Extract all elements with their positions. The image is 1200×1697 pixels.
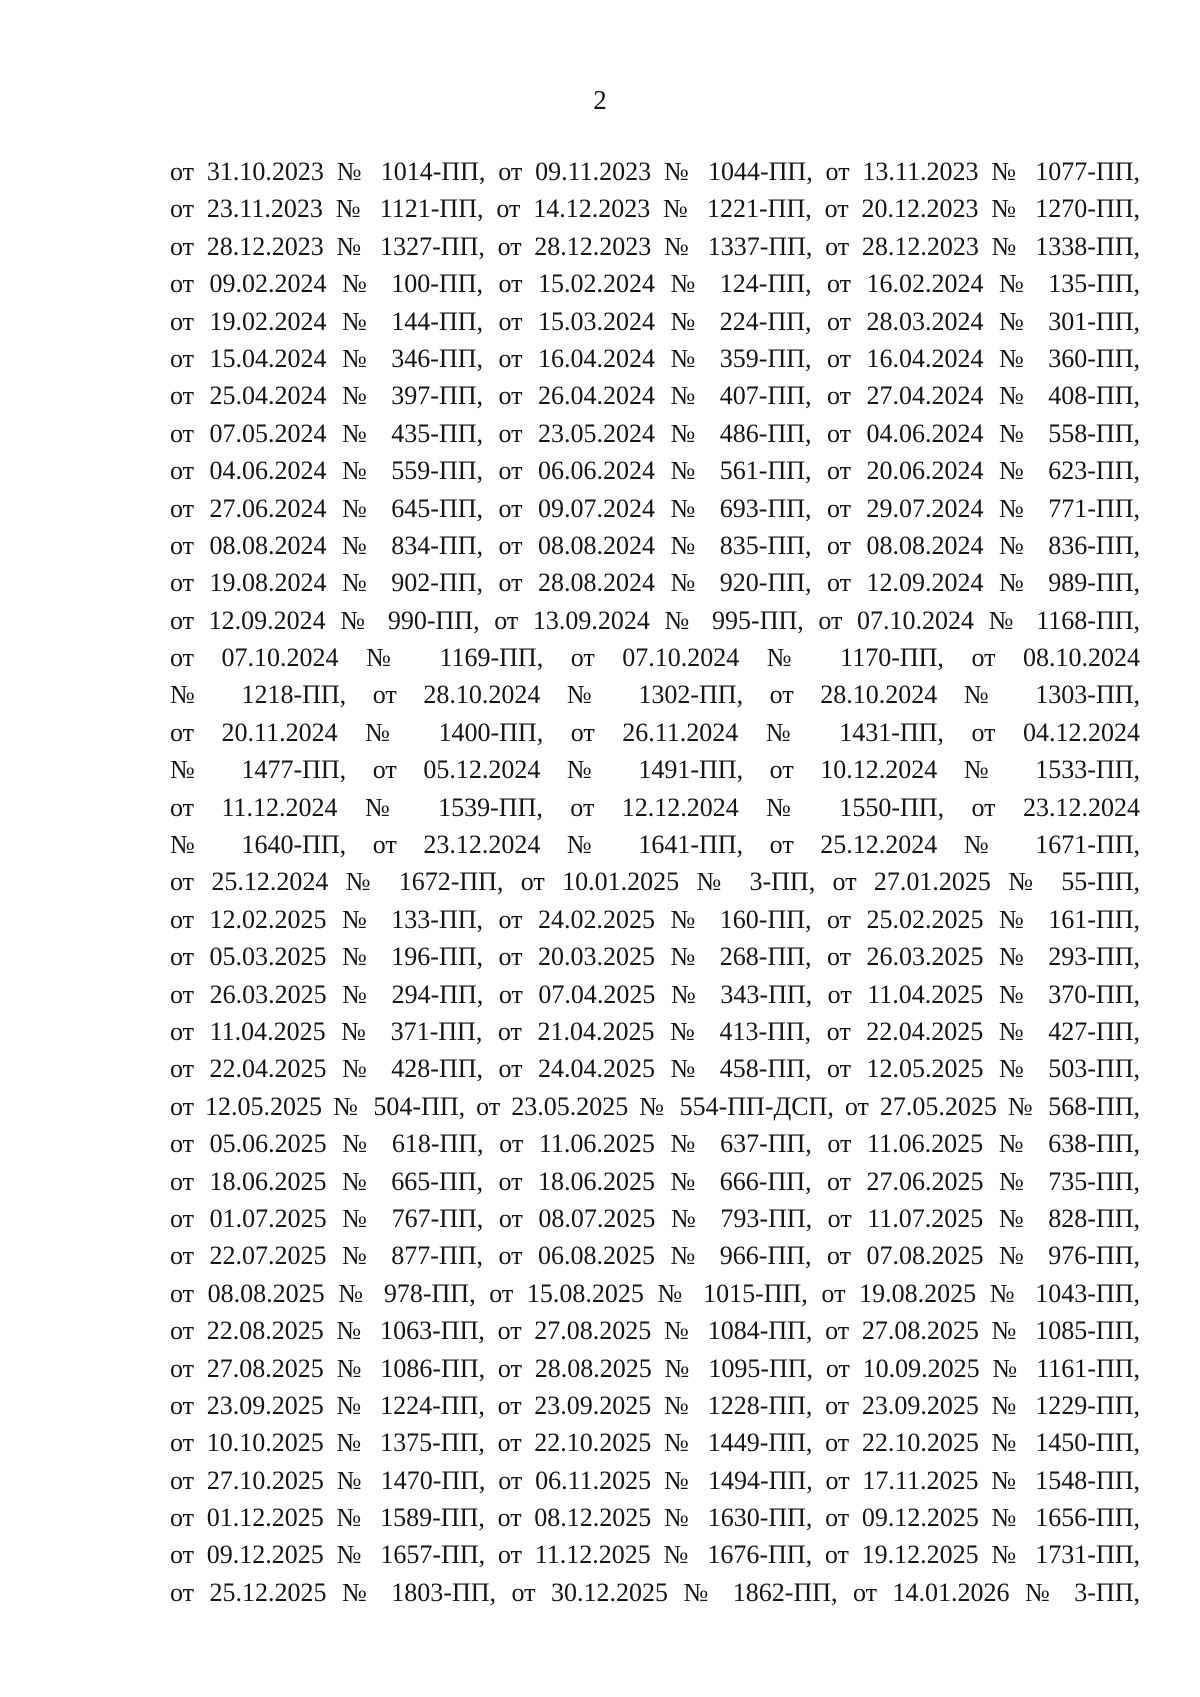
text-line: от 12.09.2024 № 990-ПП, от 13.09.2024 № 995-ПП, от 07.10.2024 № 1168-ПП, <box>170 605 1140 635</box>
text-line: от 20.11.2024 № 1400-ПП, от 26.11.2024 № 1431-ПП, от 04.12.2024 <box>170 717 1140 747</box>
text-line: от 27.08.2025 № 1086-ПП, от 28.08.2025 № 1095-ПП, от 10.09.2025 № 1161-ПП, <box>170 1353 1140 1383</box>
text-line: от 07.10.2024 № 1169-ПП, от 07.10.2024 № 1170-ПП, от 08.10.2024 <box>170 643 1140 673</box>
text-line: от 25.12.2025 № 1803-ПП, от 30.12.2025 № 1862-ПП, от 14.01.2026 № 3-ПП, <box>170 1577 1140 1607</box>
text-line: от 19.02.2024 № 144-ПП, от 15.03.2024 № 224-ПП, от 28.03.2024 № 301-ПП, <box>170 306 1140 336</box>
text-line: от 23.11.2023 № 1121-ПП, от 14.12.2023 № 1221-ПП, от 20.12.2023 № 1270-ПП, <box>170 194 1140 224</box>
text-line: от 01.07.2025 № 767-ПП, от 08.07.2025 № 793-ПП, от 11.07.2025 № 828-ПП, <box>170 1203 1140 1233</box>
text-line: от 12.05.2025 № 504-ПП, от 23.05.2025 № 554-ПП-ДСП, от 27.05.2025 № 568-ПП, <box>170 1091 1140 1121</box>
text-line: от 25.04.2024 № 397-ПП, от 26.04.2024 № 407-ПП, от 27.04.2024 № 408-ПП, <box>170 381 1140 411</box>
text-line: № 1640-ПП, от 23.12.2024 № 1641-ПП, от 25.12.2024 № 1671-ПП, <box>170 830 1140 860</box>
text-line: от 09.02.2024 № 100-ПП, от 15.02.2024 № 124-ПП, от 16.02.2024 № 135-ПП, <box>170 269 1140 299</box>
text-line: от 23.09.2025 № 1224-ПП, от 23.09.2025 № 1228-ПП, от 23.09.2025 № 1229-ПП, <box>170 1390 1140 1420</box>
text-line: от 19.08.2024 № 902-ПП, от 28.08.2024 № 920-ПП, от 12.09.2024 № 989-ПП, <box>170 568 1140 598</box>
text-line: от 10.10.2025 № 1375-ПП, от 22.10.2025 № 1449-ПП, от 22.10.2025 № 1450-ПП, <box>170 1428 1140 1458</box>
text-line: от 27.06.2024 № 645-ПП, от 09.07.2024 № 693-ПП, от 29.07.2024 № 771-ПП, <box>170 493 1140 523</box>
text-line: от 27.10.2025 № 1470-ПП, от 06.11.2025 № 1494-ПП, от 17.11.2025 № 1548-ПП, <box>170 1465 1140 1495</box>
text-line: от 11.12.2024 № 1539-ПП, от 12.12.2024 № 1550-ПП, от 23.12.2024 <box>170 792 1140 822</box>
text-line: от 26.03.2025 № 294-ПП, от 07.04.2025 № 343-ПП, от 11.04.2025 № 370-ПП, <box>170 979 1140 1009</box>
text-line: от 11.04.2025 № 371-ПП, от 21.04.2025 № 413-ПП, от 22.04.2025 № 427-ПП, <box>170 1016 1140 1046</box>
text-line: от 08.08.2025 № 978-ПП, от 15.08.2025 № 1015-ПП, от 19.08.2025 № 1043-ПП, <box>170 1278 1140 1308</box>
text-line: от 22.08.2025 № 1063-ПП, от 27.08.2025 № 1084-ПП, от 27.08.2025 № 1085-ПП, <box>170 1316 1140 1346</box>
text-line: № 1477-ПП, от 05.12.2024 № 1491-ПП, от 10.12.2024 № 1533-ПП, <box>170 755 1140 785</box>
text-line: от 22.04.2025 № 428-ПП, от 24.04.2025 № 458-ПП, от 12.05.2025 № 503-ПП, <box>170 1054 1140 1084</box>
text-line: от 08.08.2024 № 834-ПП, от 08.08.2024 № 835-ПП, от 08.08.2024 № 836-ПП, <box>170 530 1140 560</box>
text-line: от 05.03.2025 № 196-ПП, от 20.03.2025 № 268-ПП, от 26.03.2025 № 293-ПП, <box>170 942 1140 972</box>
text-line: от 31.10.2023 № 1014-ПП, от 09.11.2023 № 1044-ПП, от 13.11.2023 № 1077-ПП, <box>170 157 1140 186</box>
text-line: от 18.06.2025 № 665-ПП, от 18.06.2025 № 666-ПП, от 27.06.2025 № 735-ПП, <box>170 1166 1140 1196</box>
text-line: от 22.07.2025 № 877-ПП, от 06.08.2025 № 966-ПП, от 07.08.2025 № 976-ПП, <box>170 1241 1140 1271</box>
text-line: от 07.05.2024 № 435-ПП, от 23.05.2024 № 486-ПП, от 04.06.2024 № 558-ПП, <box>170 418 1140 448</box>
body-text <box>170 153 1140 1611</box>
page-number: 2 <box>593 85 607 115</box>
text-line: от 15.04.2024 № 346-ПП, от 16.04.2024 № 359-ПП, от 16.04.2024 № 360-ПП, <box>170 343 1140 373</box>
text-line: № 1218-ПП, от 28.10.2024 № 1302-ПП, от 28.10.2024 № 1303-ПП, <box>170 680 1140 710</box>
text-line: от 12.02.2025 № 133-ПП, от 24.02.2025 № 160-ПП, от 25.02.2025 № 161-ПП, <box>170 904 1140 934</box>
text-line: от 09.12.2025 № 1657-ПП, от 11.12.2025 № 1676-ПП, от 19.12.2025 № 1731-ПП, <box>170 1540 1140 1570</box>
text-line: от 05.06.2025 № 618-ПП, от 11.06.2025 № 637-ПП, от 11.06.2025 № 638-ПП, <box>170 1129 1140 1159</box>
text-line: от 28.12.2023 № 1327-ПП, от 28.12.2023 № 1337-ПП, от 28.12.2023 № 1338-ПП, <box>170 231 1140 261</box>
text-line: от 04.06.2024 № 559-ПП, от 06.06.2024 № 561-ПП, от 20.06.2024 № 623-ПП, <box>170 456 1140 486</box>
text-line: от 01.12.2025 № 1589-ПП, от 08.12.2025 № 1630-ПП, от 09.12.2025 № 1656-ПП, <box>170 1503 1140 1533</box>
text-line: от 25.12.2024 № 1672-ПП, от 10.01.2025 № 3-ПП, от 27.01.2025 № 55-ПП, <box>170 867 1140 897</box>
